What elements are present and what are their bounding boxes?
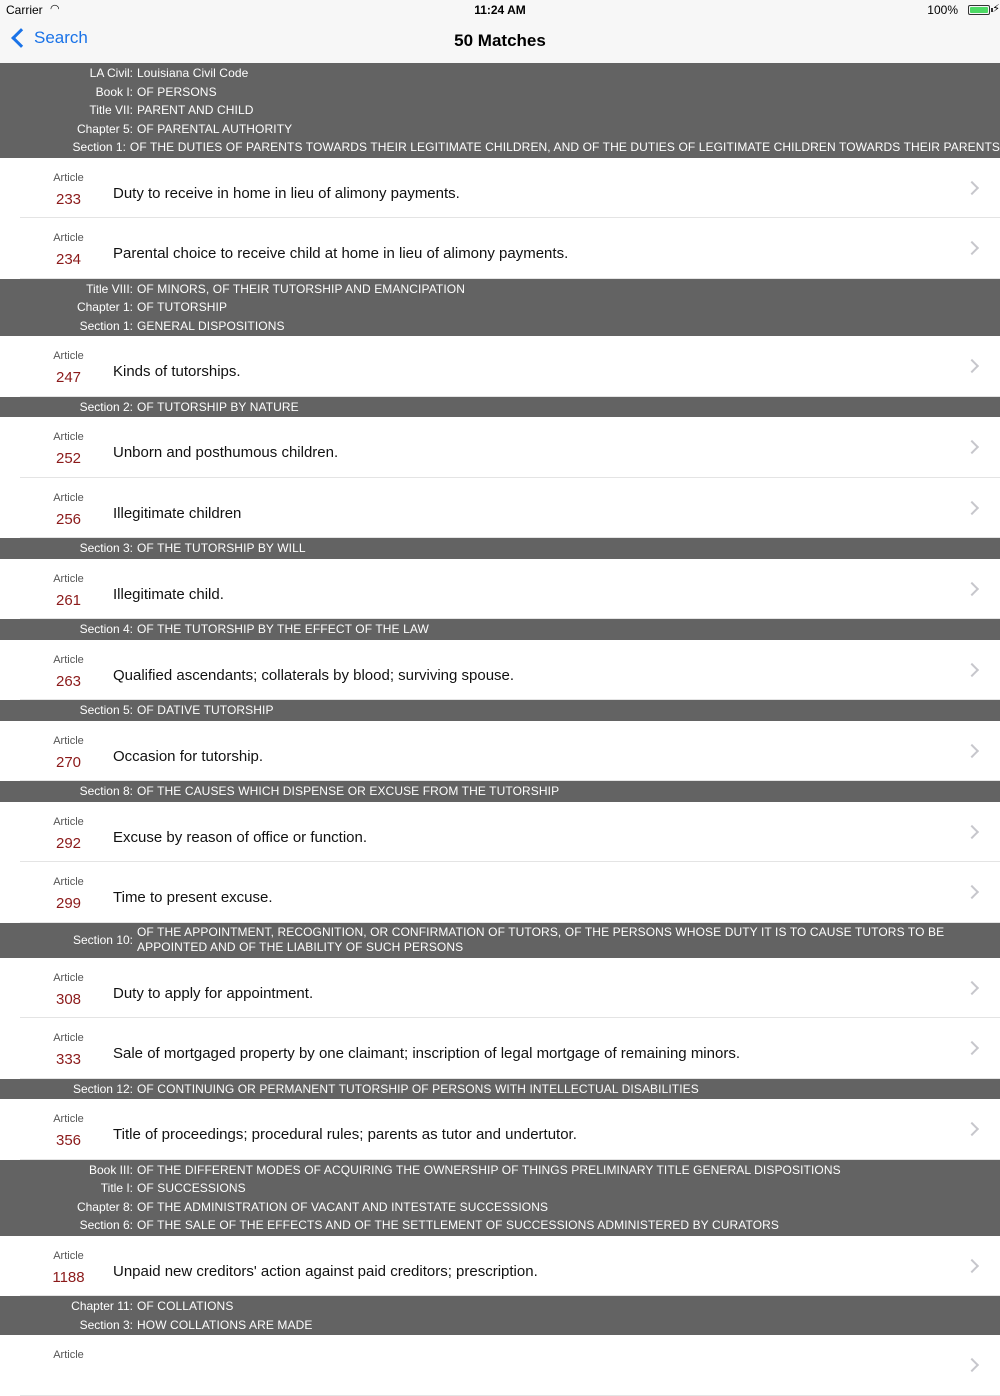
header-value: HOW COLLATIONS ARE MADE [137, 1317, 313, 1332]
section-header [0, 923, 1000, 958]
status-bar [0, 0, 1000, 20]
header-value: Louisiana Civil Code [137, 66, 249, 81]
article-title: Duty to receive in home in lieu of alimony payments. [113, 184, 460, 202]
article-label: Article [53, 1249, 84, 1262]
header-value: OF THE TUTORSHIP BY THE EFFECT OF THE LAW [137, 622, 429, 637]
chevron-right-icon [965, 885, 979, 899]
row-separator [20, 1295, 1000, 1296]
status-time: 11:24 AM [474, 3, 526, 17]
header-key: Section 1: [79, 318, 133, 333]
header-value: OF THE CAUSES WHICH DISPENSE OR EXCUSE FROM THE TUTORSHIP [137, 784, 560, 799]
article-row[interactable] [0, 478, 1000, 539]
row-separator [20, 1159, 1000, 1160]
article-label: Article [53, 734, 84, 747]
header-value: OF THE DUTIES OF PARENTS TOWARDS THEIR LEGITIMATE CHILDREN, AND OF THE DUTIES OF LEGITIMATE CHILDREN TOWARDS THEIR PARENTS [129, 140, 1000, 155]
header-line [0, 1216, 1000, 1235]
header-value: OF MINORS, OF THEIR TUTORSHIP AND EMANCIPATION [137, 281, 465, 296]
section-header [0, 397, 1000, 418]
header-line [0, 317, 1000, 336]
header-line [0, 280, 1000, 299]
header-line [0, 924, 1000, 957]
header-value: OF TUTORSHIP BY NATURE [137, 399, 299, 414]
header-value: OF PARENTAL AUTHORITY [137, 121, 293, 136]
article-number: 261 [55, 591, 82, 609]
article-number: 1188 [52, 1268, 85, 1286]
results-list[interactable] [0, 63, 1000, 1396]
row-separator [20, 618, 1000, 619]
section-header [0, 1079, 1000, 1100]
article-label: Article [53, 1113, 84, 1125]
section-header [0, 1296, 1000, 1335]
article-row[interactable] [0, 1099, 1000, 1160]
header-key: Section 4: [79, 622, 133, 637]
article-title: Qualified ascendants; collaterals by blood; surviving spouse. [113, 666, 515, 684]
chevron-right-icon [965, 1258, 979, 1272]
article-title: Duty to apply for appointment. [113, 984, 314, 1002]
header-line [0, 782, 1000, 801]
wifi-icon: ◠ [50, 3, 60, 15]
article-label: Article [53, 1349, 84, 1361]
row-separator [20, 1078, 1000, 1079]
header-line [0, 1316, 1000, 1335]
header-key: Section 3: [79, 541, 133, 556]
header-key: Section 6: [79, 1218, 133, 1233]
header-line [0, 701, 1000, 720]
header-key: Title VIII: [86, 281, 133, 296]
article-row[interactable] [0, 1236, 1000, 1297]
header-line [0, 101, 1000, 120]
header-key: Title I: [100, 1181, 133, 1196]
header-key: Section 10: [72, 933, 133, 947]
chevron-right-icon [965, 824, 979, 838]
article-title: Illegitimate child. [113, 585, 224, 603]
header-value: OF PERSONS [137, 84, 217, 99]
chevron-right-icon [965, 743, 979, 757]
header-value: OF THE ADMINISTRATION OF VACANT AND INTESTATE SUCCESSIONS [137, 1199, 549, 1214]
section-header [0, 538, 1000, 559]
header-line [0, 120, 1000, 139]
header-key: Book I: [95, 84, 133, 99]
header-value: PARENT AND CHILD [137, 103, 254, 118]
article-label: Article [53, 815, 84, 828]
article-row[interactable] [0, 559, 1000, 620]
article-label: Article [53, 491, 84, 504]
navigation-bar [0, 20, 1000, 63]
header-key: Book III: [88, 1162, 133, 1177]
page-title: 50 Matches [454, 31, 546, 50]
section-header [0, 63, 1000, 158]
header-line [0, 620, 1000, 639]
header-key: Section 1: [72, 140, 126, 155]
section-header [0, 781, 1000, 802]
header-key: Title VII: [89, 103, 133, 118]
header-key: Section 3: [79, 1317, 133, 1332]
article-number: 356 [55, 1132, 82, 1149]
article-title: Unpaid new creditors' action against paid creditors; prescription. [113, 1262, 538, 1280]
article-row[interactable] [0, 640, 1000, 701]
header-key: Section 2: [79, 399, 133, 414]
article-row[interactable] [0, 958, 1000, 1019]
article-number: 233 [55, 190, 82, 208]
article-label: Article [53, 232, 84, 244]
chevron-right-icon [965, 581, 979, 595]
article-title: Kinds of tutorships. [113, 363, 241, 380]
row-separator [20, 396, 1000, 397]
row-separator [20, 278, 1000, 279]
article-label: Article [53, 653, 84, 666]
battery-icon [968, 5, 990, 15]
header-line [0, 1080, 1000, 1099]
article-title: Time to present excuse. [113, 889, 273, 906]
header-value: OF THE DIFFERENT MODES OF ACQUIRING THE OWNERSHIP OF THINGS PRELIMINARY TITLE GENERAL DISPOSITIONS [137, 1162, 841, 1177]
article-row[interactable] [0, 218, 1000, 279]
article-number: 247 [55, 369, 82, 386]
header-value: OF COLLATIONS [137, 1299, 234, 1314]
article-label: Article [53, 350, 84, 362]
section-header [0, 1160, 1000, 1236]
header-key: LA Civil: [89, 66, 133, 81]
carrier-label: Carrier [6, 3, 43, 17]
article-row[interactable] [0, 1018, 1000, 1079]
row-separator [20, 922, 1000, 923]
header-value: OF TUTORSHIP [137, 300, 228, 315]
chevron-right-icon [965, 180, 979, 194]
header-line [0, 1161, 1000, 1180]
article-number: 299 [55, 895, 82, 912]
article-label: Article [53, 1032, 84, 1044]
article-label: Article [53, 572, 84, 585]
article-number: 252 [55, 450, 82, 467]
section-header [0, 279, 1000, 337]
charging-icon: ⚡ [992, 3, 1000, 15]
header-value: GENERAL DISPOSITIONS [137, 318, 285, 333]
article-row[interactable] [0, 336, 1000, 397]
article-title: Title of proceedings; procedural rules; parents as tutor and undertutor. [113, 1126, 577, 1143]
chevron-right-icon [965, 662, 979, 676]
section-header [0, 700, 1000, 721]
chevron-right-icon [965, 980, 979, 994]
header-key: Chapter 5: [76, 121, 133, 136]
article-number: 234 [55, 251, 82, 268]
article-row[interactable] [0, 417, 1000, 478]
article-title: Illegitimate children [113, 504, 242, 522]
header-line [0, 539, 1000, 558]
article-number: 270 [55, 753, 82, 771]
chevron-right-icon [965, 241, 979, 255]
header-line [0, 83, 1000, 102]
header-value: OF CONTINUING OR PERMANENT TUTORSHIP OF PERSONS WITH INTELLECTUAL DISABILITIES [137, 1081, 699, 1096]
header-line [0, 398, 1000, 417]
article-number: 263 [55, 672, 82, 690]
battery-percent: 100% [927, 3, 958, 17]
article-title: Parental choice to receive child at home in lieu of alimony payments. [113, 245, 569, 262]
article-label: Article [53, 431, 84, 443]
article-label: Article [53, 876, 84, 888]
header-key: Section 12: [72, 1081, 133, 1096]
row-separator [20, 537, 1000, 538]
header-key: Chapter 1: [76, 300, 133, 315]
header-value: OF DATIVE TUTORSHIP [137, 703, 274, 718]
article-number: 292 [55, 834, 82, 852]
article-row[interactable] [0, 1335, 1000, 1396]
chevron-right-icon [965, 500, 979, 514]
article-row[interactable] [0, 721, 1000, 782]
header-key: Section 5: [79, 703, 133, 718]
header-line [0, 1179, 1000, 1198]
header-key: Chapter 8: [76, 1199, 133, 1214]
row-separator [20, 780, 1000, 781]
header-line [0, 1297, 1000, 1316]
article-number: 256 [55, 510, 82, 528]
chevron-right-icon [965, 1041, 979, 1055]
chevron-right-icon [965, 1122, 979, 1136]
article-label: Article [53, 171, 84, 184]
article-row[interactable] [0, 158, 1000, 219]
chevron-right-icon [965, 1358, 979, 1372]
article-title: Sale of mortgaged property by one claimant; inscription of legal mortgage of remaining minors. [113, 1045, 740, 1062]
header-value: OF THE SALE OF THE EFFECTS AND OF THE SETTLEMENT OF SUCCESSIONS ADMINISTERED BY CURATORS [137, 1218, 780, 1233]
article-label: Article [53, 971, 84, 984]
article-number: 308 [55, 990, 82, 1008]
article-row[interactable] [0, 802, 1000, 863]
article-title: Occasion for tutorship. [113, 747, 264, 765]
chevron-right-icon [965, 359, 979, 373]
header-line [0, 1198, 1000, 1217]
header-line [0, 64, 1000, 83]
row-separator [20, 1395, 1000, 1396]
article-number: 333 [55, 1051, 82, 1068]
header-value: OF THE TUTORSHIP BY WILL [137, 541, 306, 556]
header-key: Section 8: [79, 784, 133, 799]
header-key: Chapter 11: [71, 1299, 133, 1314]
header-value: OF THE APPOINTMENT, RECOGNITION, OR CONFIRMATION OF TUTORS, OF THE PERSONS WHOSE DUTY IT IS TO CAUSE TUTORS TO BE APPOINTED AND OF THE LIABILITY OF SUCH PERSONS [137, 924, 945, 954]
article-title: Unborn and posthumous children. [113, 444, 339, 461]
back-label: Search [34, 28, 88, 47]
header-line [0, 298, 1000, 317]
article-title: Excuse by reason of office or function. [113, 828, 368, 846]
section-header [0, 619, 1000, 640]
row-separator [20, 699, 1000, 700]
chevron-right-icon [965, 440, 979, 454]
header-value: OF SUCCESSIONS [137, 1181, 246, 1196]
article-row[interactable] [0, 862, 1000, 923]
header-line [0, 138, 1000, 157]
